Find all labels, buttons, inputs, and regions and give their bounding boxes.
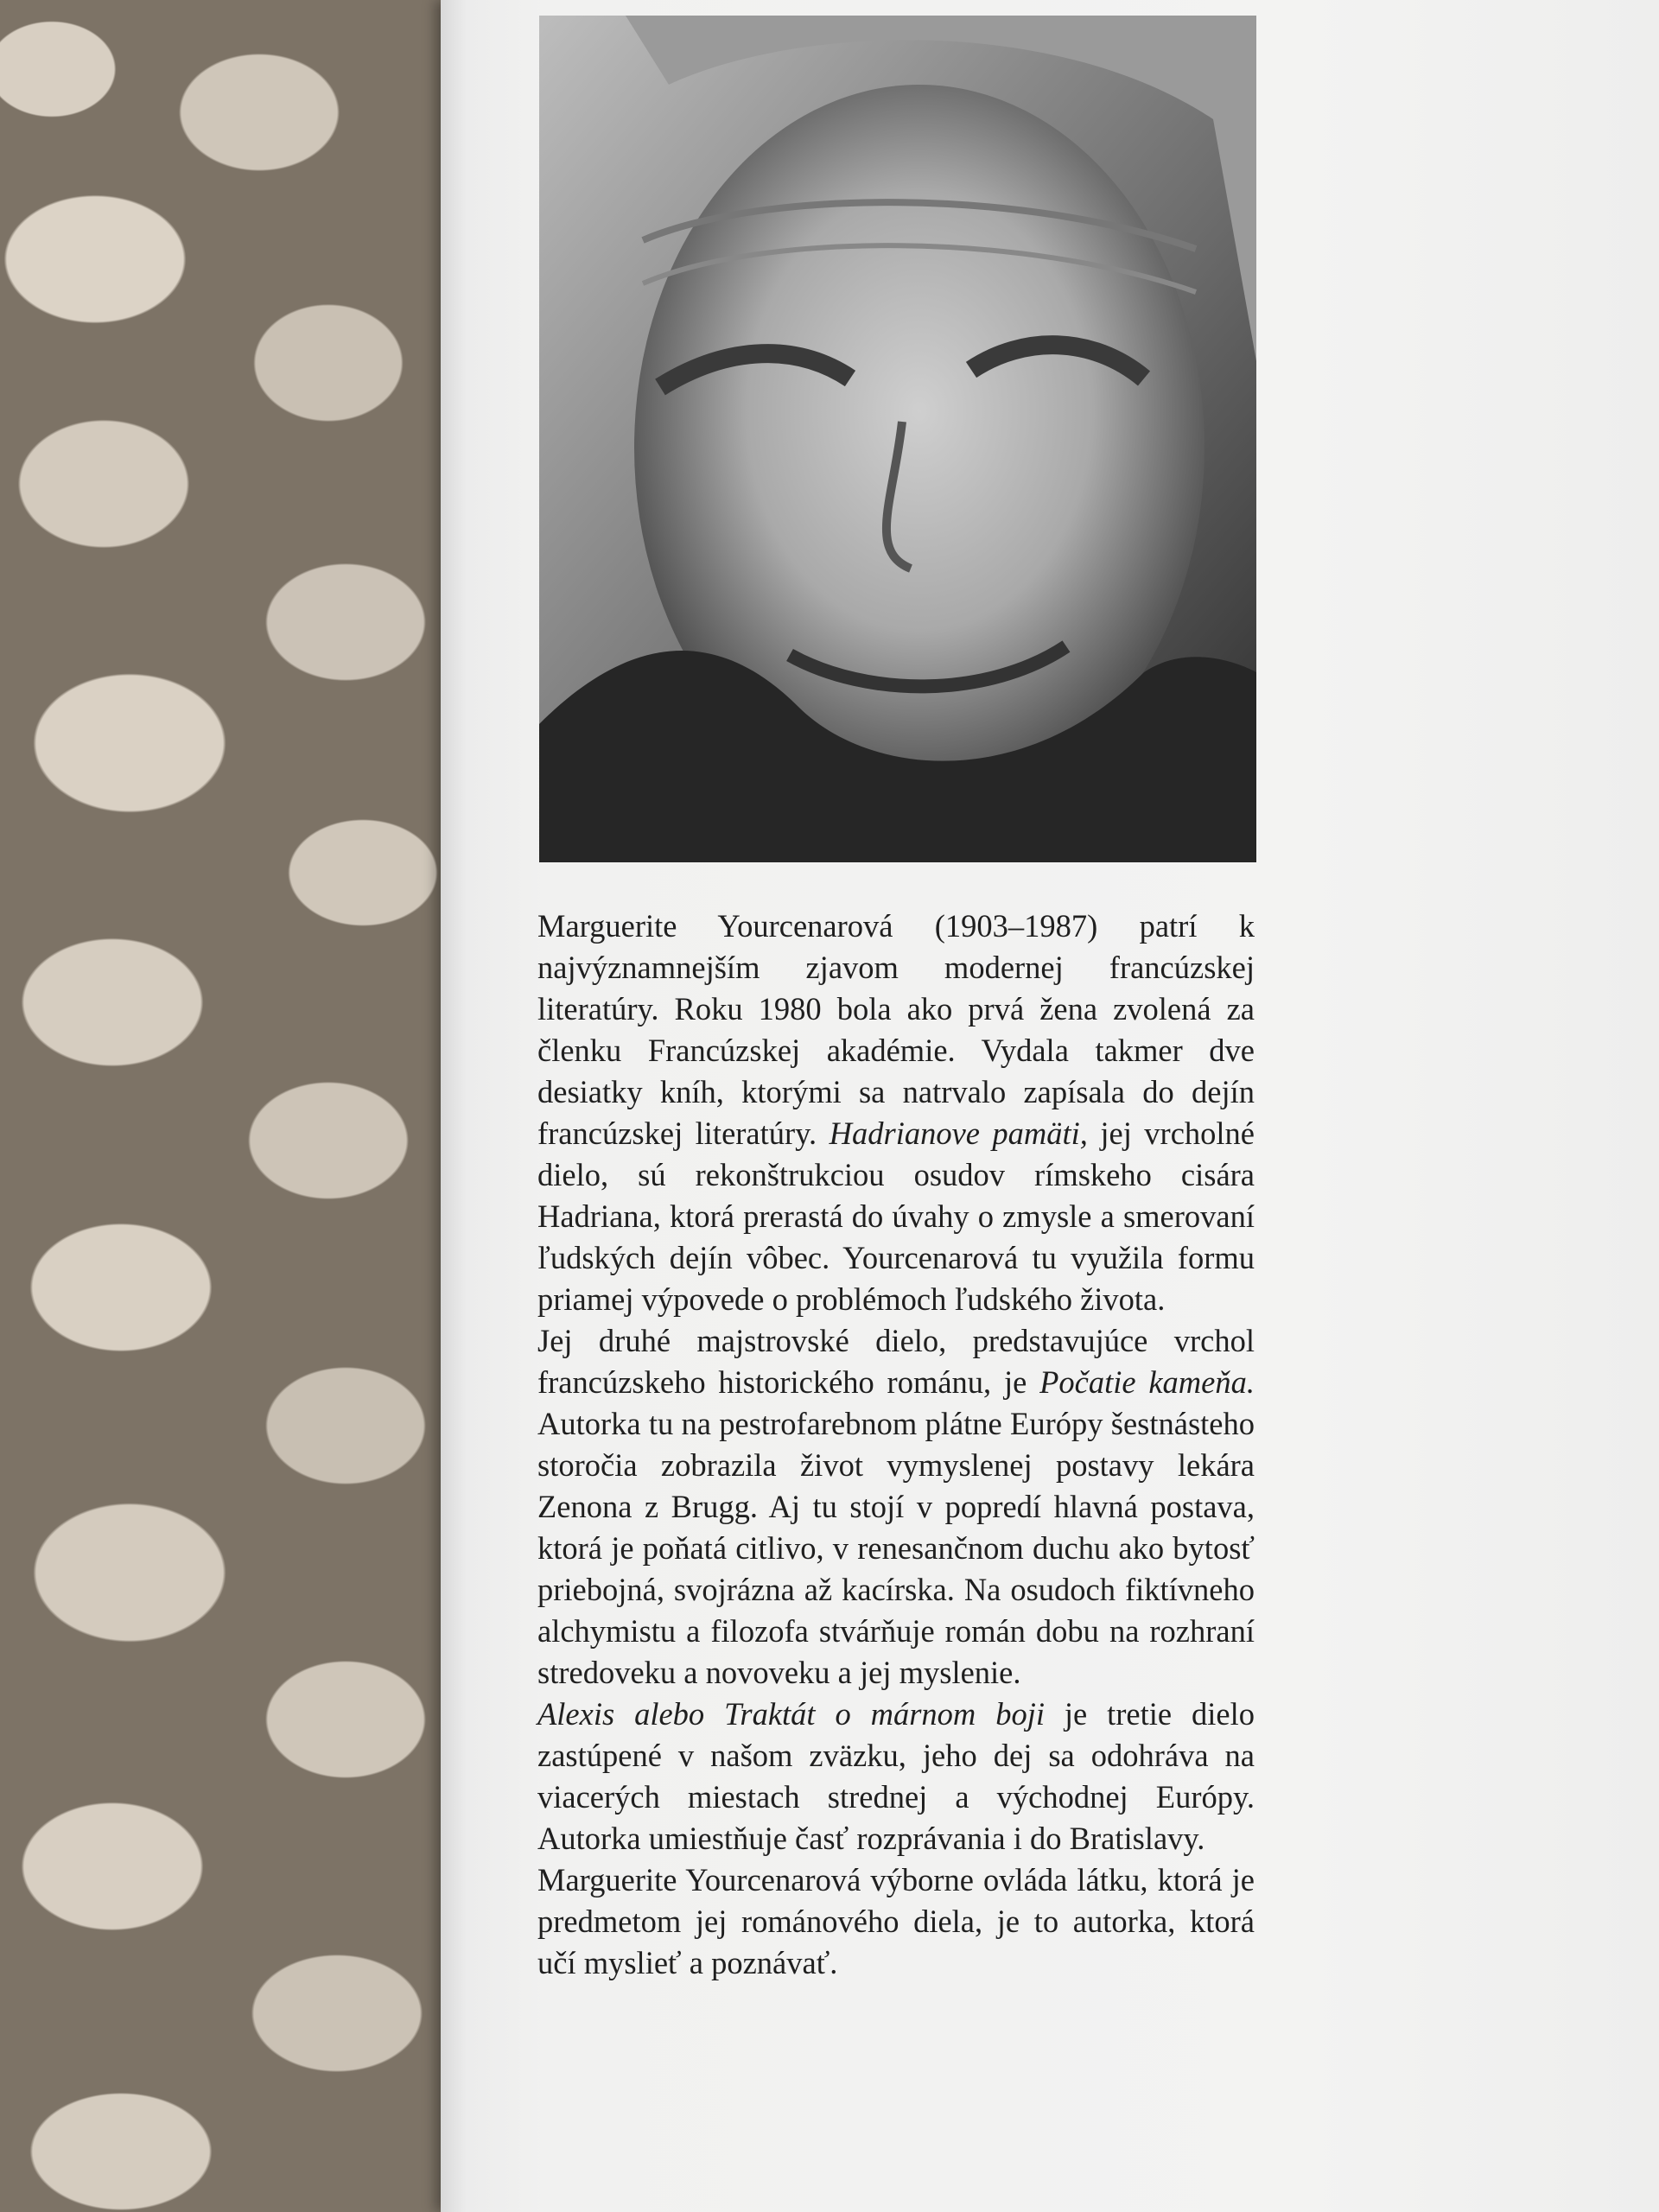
text-run: je tretie dielo zastúpené v našom zväzku, jeho dej sa odohráva na viacerých miestach strednej a východnej Európy. Autorka umiestňuje časť rozprávania i do Bratislavy. — [537, 1696, 1255, 1856]
author-biography-text — [537, 906, 1255, 1984]
text-run: jej vrcholné dielo, sú rekonštrukciou osudov rímskeho cisára Hadriana, ktorá prerastá do úvahy o zmysle a smerovaní ľudských dejín vôbec. Yourcenarová tu využila formu priamej výpovede o problémoch ľudského života. — [537, 1116, 1255, 1317]
book-title-pocatie-kamena: Počatie kameňa. — [1039, 1364, 1255, 1400]
book-title-hadrianove-pamati: Hadrianove pamäti, — [829, 1116, 1088, 1151]
book-title-alexis: Alexis alebo Traktát o márnom boji — [537, 1696, 1045, 1732]
text-run: Marguerite Yourcenarová (1903–1987) patrí k najvýznamnejším zjavom modernej francúzskej literatúry. Roku 1980 bola ako prvá žena zvolená za členku Francúzskej akadémie. Vydala takmer dve desiatky kníh, ktorými sa natrvalo zapísala do dejín francúzskej literatúry. — [537, 908, 1255, 1151]
text-run: Jej druhé majstrovské dielo, predstavujúce vrchol francúzskeho historického románu, je — [537, 1323, 1255, 1400]
paragraph-4 — [537, 1859, 1255, 1984]
pebble-background — [0, 0, 467, 2212]
paragraph-1 — [537, 906, 1255, 1320]
paragraph-3 — [537, 1694, 1255, 1859]
paragraph-2 — [537, 1320, 1255, 1694]
text-run: Marguerite Yourcenarová výborne ovláda látku, ktorá je predmetom jej románového diela, je to autorka, ktorá učí myslieť a poznávať. — [537, 1862, 1255, 1980]
text-run: Autorka tu na pestrofarebnom plátne Európy šestnásteho storočia zobrazila život vymyslenej postavy lekára Zenona z Brugg. Aj tu stojí v popredí hlavná postava, ktorá je poňatá citlivo, v renesančnom duchu ako bytosť priebojná, svojrázna až kacírska. Na osudoch fiktívneho alchymistu a filozofa stvárňuje román dobu na rozhraní stredoveku a novoveku a jej myslenie. — [537, 1406, 1255, 1690]
author-portrait-photo — [539, 16, 1256, 862]
